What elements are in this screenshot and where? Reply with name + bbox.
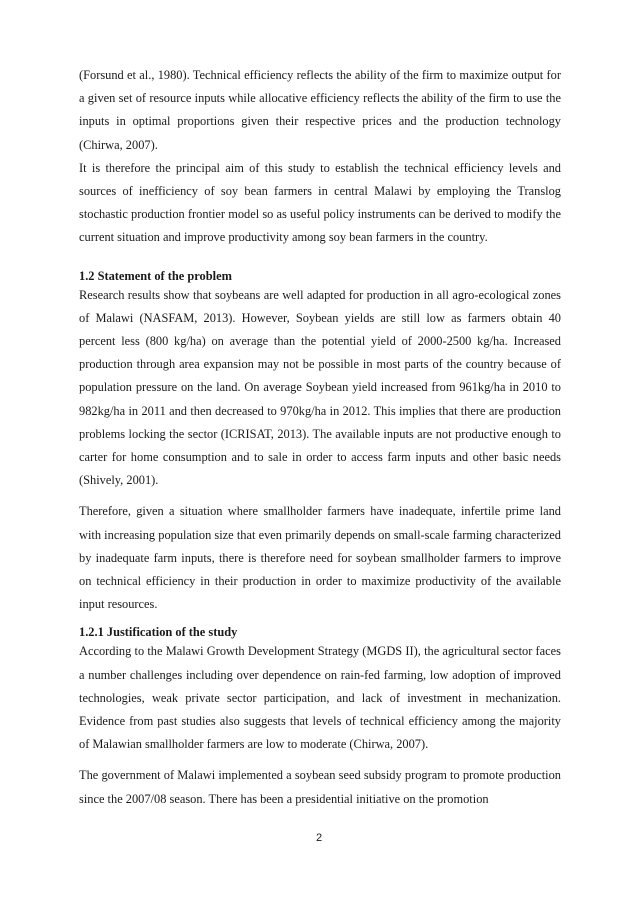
page-number: 2 — [315, 832, 323, 844]
paragraph-research-results: Research results show that soybeans are well adapted for production in all agro-ecological zones of Malawi (NASFAM, 2013). However, Soybean yields are still low as farmers obtain 40 percent less (800 kg/ha) on average than the potential yield of 2000-2500 kg/ha. Increased production through area expansion may not be possible in most parts of the country because of population pressure on the land. On average Soybean yield increased from 961kg/ha in 2010 to 982kg/ha in 2011 and then decreased to 970kg/ha in 2012. This implies that there are production problems locking the sector (ICRISAT, 2013). The available inputs are not productive enough to carter for home consumption and to sale in order to access farm inputs and other basic needs (Shively, 2001). — [79, 287, 561, 488]
paragraph-technical-efficiency: (Forsund et al., 1980). Technical efficiency reflects the ability of the firm to maximize output for a given set of resource inputs while allocative efficiency reflects the ability of the firm to use the inputs in optimal proportions given their respective prices and the production technology (Chirwa, 2007). — [79, 68, 561, 152]
paragraph-study-aim: It is therefore the principal aim of this study to establish the technical efficiency levels and sources of inefficiency of soy bean farmers in central Malawi by employing the Translog stochastic production frontier model so as useful policy instruments can be derived to modify the current situation and improve productivity among soy bean farmers in the country. — [79, 160, 561, 245]
document-page — [79, 64, 561, 811]
section-heading-statement-of-problem: 1.2 Statement of the problem — [79, 268, 232, 283]
paragraph-seed-subsidy: The government of Malawi implemented a soybean seed subsidy program to promote production since the 2007/08 season. There has been a presidential initiative on the promotion — [79, 768, 561, 806]
paragraph-smallholder-situation: Therefore, given a situation where smallholder farmers have inadequate, infertile prime land with increasing population size that even primarily depends on small-scale farming characterized by inadequate farm inputs, there is therefore need for soybean smallholder farmers to improve on technical efficiency in their production in order to maximize productivity of the available input resources. — [79, 504, 561, 612]
paragraph-mgds-challenges: According to the Malawi Growth Development Strategy (MGDS II), the agricultural sector faces a number challenges including over dependence on rain-fed farming, low adoption of improved technologies, weak private sector participation, and lack of investment in mechanization. Evidence from past studies also suggests that levels of technical efficiency among the majority of Malawian smallholder farmers are low to moderate (Chirwa, 2007). — [79, 644, 561, 752]
section-heading-justification: 1.2.1 Justification of the study — [79, 625, 238, 640]
